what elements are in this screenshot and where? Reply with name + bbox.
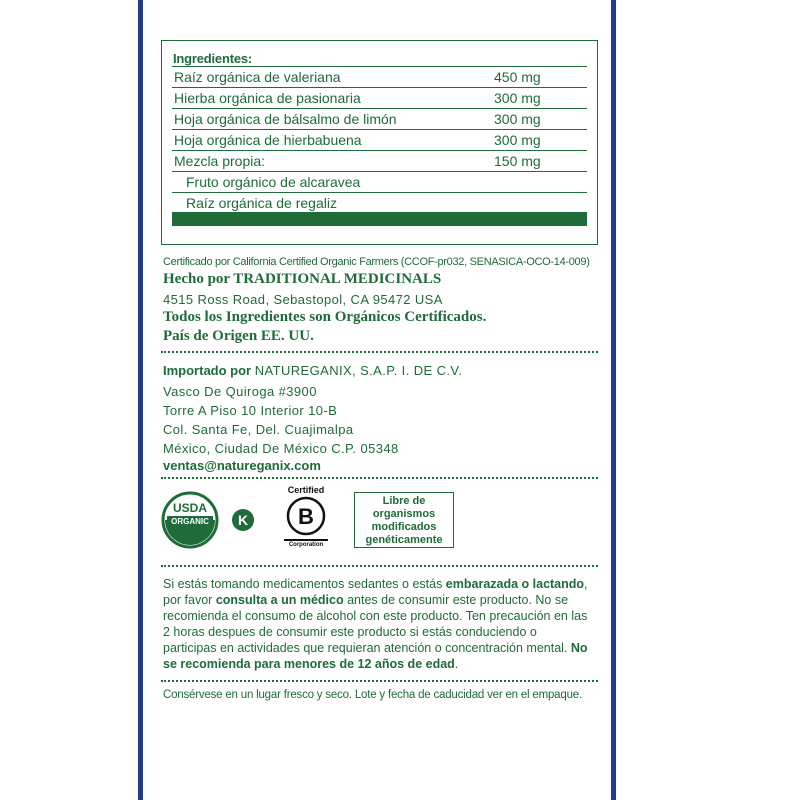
ingredients-bottom-bar [172, 212, 587, 226]
ingredient-amount: 300 mg [494, 90, 541, 106]
ingredient-name: Raíz orgánica de valeriana [174, 69, 341, 85]
svg-text:B: B [298, 504, 314, 529]
made-by: Hecho por TRADITIONAL MEDICINALS [163, 271, 442, 287]
importer-address-line: Col. Santa Fe, Del. Cuajimalpa [163, 422, 354, 437]
ingredient-amount: 300 mg [494, 111, 541, 127]
importer-address-line: Vasco De Quiroga #3900 [163, 384, 317, 399]
ingredient-name: Fruto orgánico de alcaravea [186, 174, 361, 190]
ingredient-amount: 150 mg [494, 153, 541, 169]
importer-address-line: México, Ciudad De México C.P. 05348 [163, 441, 399, 456]
ingredient-row [172, 129, 587, 150]
ingredient-name: Mezcla propia: [174, 153, 266, 169]
divider [161, 477, 598, 479]
ingredient-amount: 450 mg [494, 69, 541, 85]
ingredient-row [172, 150, 587, 171]
ingredient-name: Hierba orgánica de pasionaria [174, 90, 361, 106]
importer-line [163, 363, 462, 378]
warning-text [163, 576, 593, 672]
bcorp-corporation-label: Corporation [288, 542, 324, 548]
warning-bold: embarazada o lactando [445, 577, 585, 591]
bcorp-certified-label: Certified [287, 485, 325, 495]
divider [161, 351, 598, 353]
ingredient-name: Hoja orgánica de hierbabuena [174, 132, 362, 148]
warning-part: antes de consumir este producto. No se recomienda el consumo de alcohol con este producto. Ten precaución en las 2 horas despues de consumir este producto si estás conduciendo o participas en actividades que requieran atención o concentración mental. [163, 593, 588, 655]
usda-organic-label: ORGANIC [171, 517, 209, 526]
bcorp-icon [281, 485, 331, 555]
warning-part: . [454, 657, 459, 671]
kosher-icon [231, 508, 255, 532]
importer-email[interactable]: ventas@natureganix.com [163, 458, 321, 473]
usda-label: USDA [172, 501, 207, 515]
storage-text: Consérvese en un lugar fresco y seco. Lote y fecha de caducidad ver en el empaque. [163, 689, 582, 701]
importer-address-line: Torre A Piso 10 Interior 10-B [163, 403, 338, 418]
maker-address: 4515 Ross Road, Sebastopol, CA 95472 USA [163, 292, 443, 307]
ingredient-row [172, 108, 587, 129]
svg-text:K: K [237, 512, 249, 528]
label-panel [138, 0, 616, 800]
organic-statement: Todos los Ingredientes son Orgánicos Certificados. [163, 309, 487, 325]
ingredient-row [172, 192, 587, 213]
certification-text: Certificado por California Certified Organic Farmers (CCOF-pr032, SENASICA-OCO-14-009) [163, 256, 590, 268]
warning-part: , por favor [163, 577, 588, 607]
warning-bold: consulta a un médico [215, 593, 344, 607]
ingredient-name: Hoja orgánica de bálsalmo de limón [174, 111, 397, 127]
importer-name: NATUREGANIX, S.A.P. I. DE C.V. [254, 363, 463, 378]
warning-part: Si estás tomando medicamentos sedantes o estás [163, 577, 446, 591]
country-of-origin: País de Origen EE. UU. [163, 328, 314, 344]
ingredient-row [172, 66, 587, 87]
certification-logos [161, 485, 598, 555]
usda-organic-icon [161, 491, 219, 549]
divider [161, 565, 598, 567]
divider [161, 680, 598, 682]
ingredient-row [172, 171, 587, 192]
ingredients-title: Ingredientes: [173, 51, 253, 66]
importer-label: Importado por [163, 363, 252, 378]
ingredient-amount: 300 mg [494, 132, 541, 148]
ingredient-name: Raíz orgánica de regaliz [186, 195, 337, 211]
gmo-free-badge: Libre de organismos modificados genéticamente [354, 492, 454, 548]
ingredients-table [161, 40, 598, 245]
warning-bold: No se recomienda para menores de 12 años de edad [163, 641, 588, 671]
ingredient-row [172, 87, 587, 108]
